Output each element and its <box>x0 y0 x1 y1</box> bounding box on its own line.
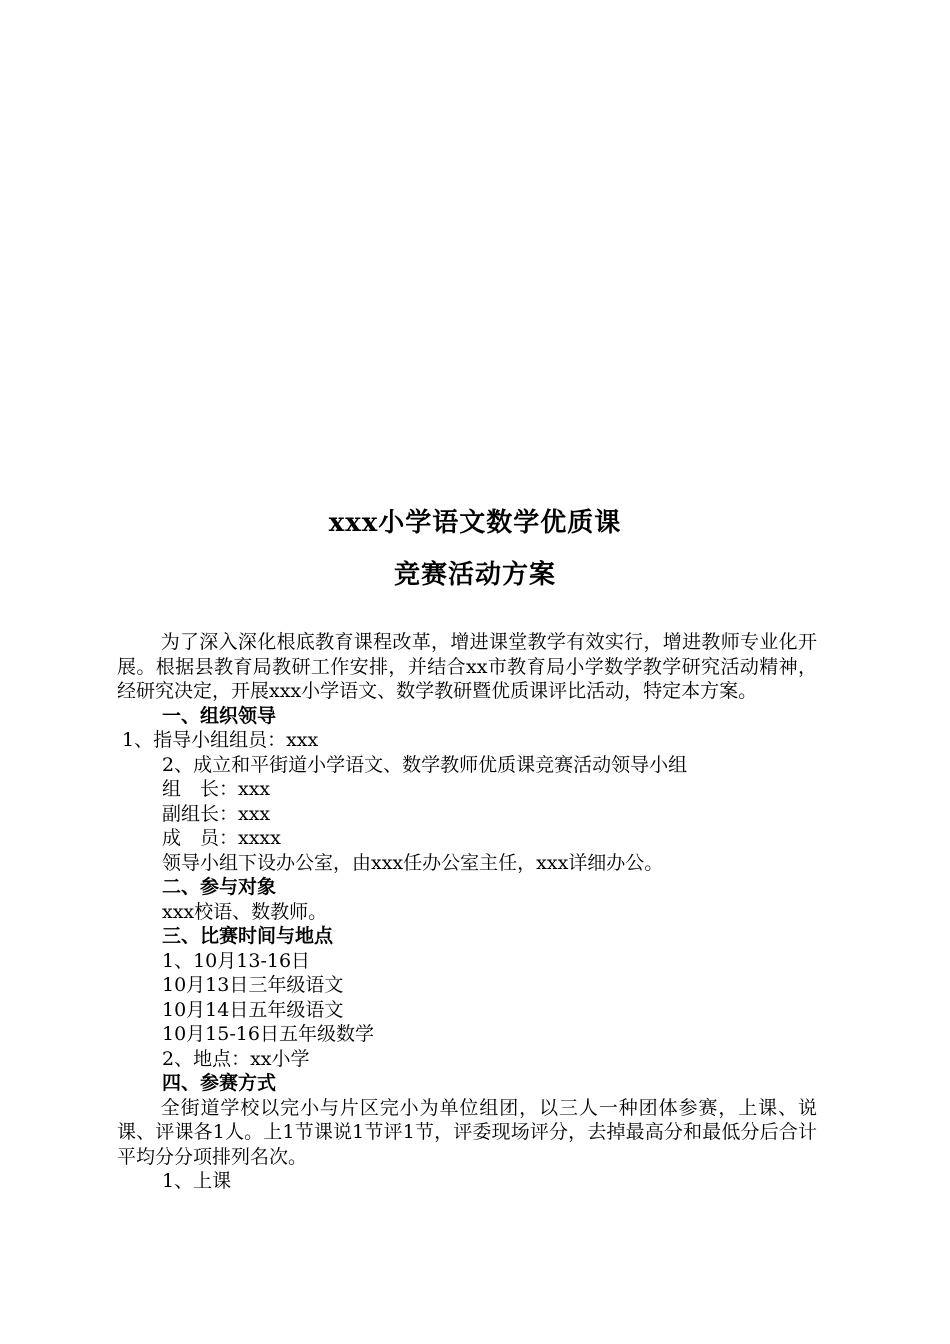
intro-paragraph: 为了深入深化根底教育课程改革，增进课堂教学有效实行，增进教师专业化开展。根据县教育局教研工作安排，并结合xx市教育局小学数学教学研究活动精神，经研究决定，开展xxx小学语文、数学教研暨优质课评比活动，特定本方案。 <box>117 631 817 702</box>
section1-office: 领导小组下设办公室，由xxx任办公室主任，xxx详细办公。 <box>162 851 664 874</box>
section1-deputy: 副组长：xxx <box>162 802 271 825</box>
section1-heading: 一、组织领导 <box>162 704 277 727</box>
section3-day2: 10月14日五年级语文 <box>162 998 344 1021</box>
section4-text: 全街道学校以完小与片区完小为单位组团，以三人一种团体参赛，上课、说课、评课各1人。上1节课说1节评1节，评委现场评分，去掉最高分和最低分后合计平均分分项排列名次。 <box>117 1096 817 1168</box>
section1-members: 成 员：xxxx <box>162 827 281 849</box>
section1-leader: 组 长：xxx <box>162 778 271 800</box>
section2-heading: 二、参与对象 <box>162 876 277 898</box>
section2-text: xxx校语、数教师。 <box>162 900 328 923</box>
document-title-line2: 竞赛活动方案 <box>393 560 556 590</box>
document-body <box>117 630 817 1194</box>
section3-heading: 三、比赛时间与地点 <box>162 925 334 947</box>
section3-place: 2、地点：xx小学 <box>162 1047 310 1070</box>
section3-day3: 10月15-16日五年级数学 <box>162 1023 374 1045</box>
section4-heading: 四、参赛方式 <box>162 1072 277 1094</box>
section3-time: 1、10月13-16日 <box>162 949 311 972</box>
section4-item1: 1、上课 <box>162 1170 232 1192</box>
section3-day1: 10月13日三年级语文 <box>162 974 344 996</box>
section1-item2: 2、成立和平街道小学语文、数学教师优质课竞赛活动领导小组 <box>162 753 688 776</box>
section1-item1: 1、指导小组组员：xxx <box>122 729 319 751</box>
document-title-line1: xxx小学语文数学优质课 <box>328 508 622 538</box>
